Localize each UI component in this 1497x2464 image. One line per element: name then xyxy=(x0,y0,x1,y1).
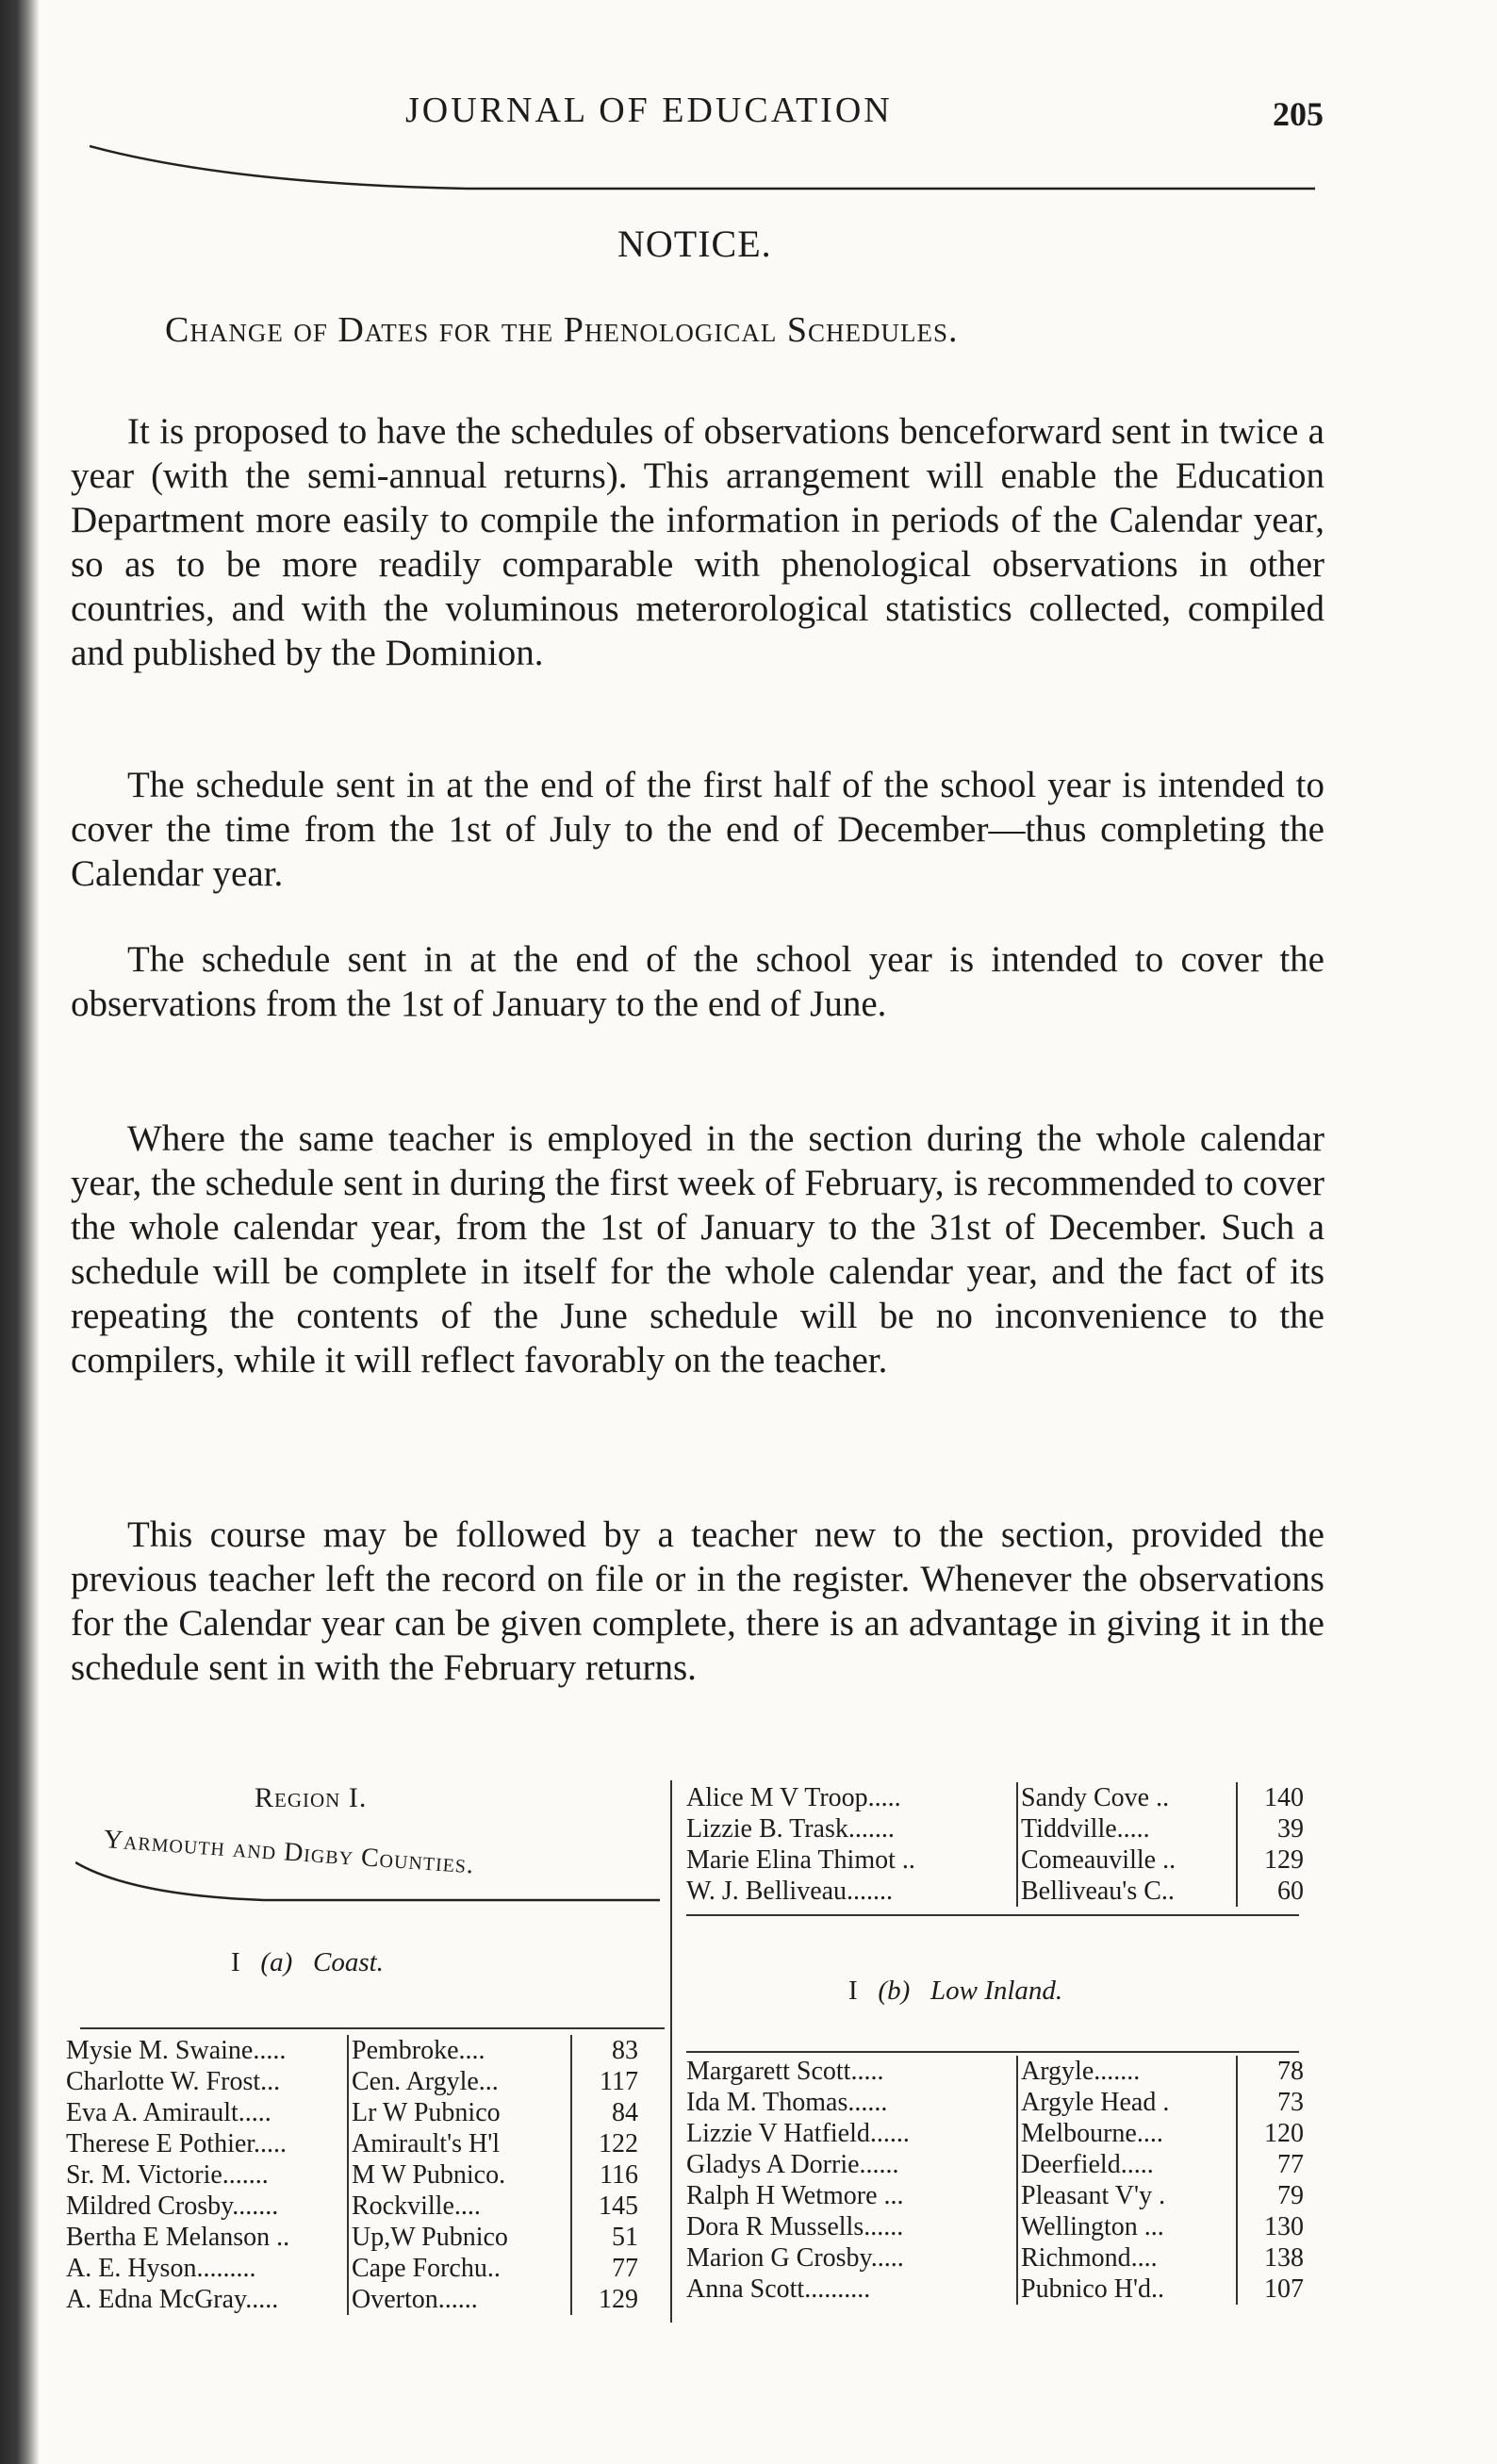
running-header: JOURNAL OF EDUCATION xyxy=(405,91,893,130)
table-row xyxy=(686,2274,1306,2305)
observation-count: 39 xyxy=(1237,1813,1306,1844)
school-place: Cape Forchu.. xyxy=(348,2253,571,2284)
teacher-name: Lizzie B. Trask....... xyxy=(686,1814,895,1844)
notice-subtitle: Change of Dates for the Phenological Schedules. xyxy=(165,310,959,350)
observation-count: 51 xyxy=(571,2222,640,2253)
teacher-name: Ralph H Wetmore ... xyxy=(686,2181,904,2210)
low-inland-label-type: Low Inland. xyxy=(930,1976,1063,2006)
coast-rule xyxy=(80,2027,665,2029)
teacher-name: Lizzie V Hatfield...... xyxy=(686,2119,910,2148)
paragraph-5: This course may be followed by a teacher new to the section, provided the previous teacher left the record on file or in the register. Whenever the observations for the Calendar year can be given complete, there is an advantage in giving it in the schedule sent in with the February returns. xyxy=(71,1514,1324,1688)
teacher-name: Ida M. Thomas...... xyxy=(686,2088,888,2117)
table-row xyxy=(686,2149,1306,2180)
teacher-name: A. Edna McGray..... xyxy=(66,2285,279,2314)
table-row xyxy=(66,2035,640,2066)
teacher-name: Eva A. Amirault..... xyxy=(66,2098,271,2127)
low-inland-rule xyxy=(686,2051,1299,2053)
table-row xyxy=(686,2056,1306,2087)
observation-count: 60 xyxy=(1237,1876,1306,1907)
low-inland-section-label xyxy=(848,1976,1062,2007)
paragraph-3: The schedule sent in at the end of the school year is intended to cover the observations from the 1st of January to the end of June. xyxy=(71,939,1324,1024)
school-place: Cen. Argyle... xyxy=(348,2066,571,2097)
observation-count: 79 xyxy=(1237,2180,1306,2211)
observation-count: 84 xyxy=(571,2097,640,2128)
school-place: Comeauville .. xyxy=(1017,1844,1237,1876)
school-place: Melbourne.... xyxy=(1017,2118,1237,2149)
coast-continued-table xyxy=(686,1782,1306,1907)
observation-count: 116 xyxy=(571,2159,640,2191)
column-divider xyxy=(670,1780,672,2323)
teacher-name: Gladys A Dorrie...... xyxy=(686,2150,899,2179)
observation-count: 77 xyxy=(571,2253,640,2284)
observation-count: 117 xyxy=(571,2066,640,2097)
table-row xyxy=(66,2284,640,2315)
school-place: Belliveau's C.. xyxy=(1017,1876,1237,1907)
school-place: Lr W Pubnico xyxy=(348,2097,571,2128)
teacher-name: Mysie M. Swaine..... xyxy=(66,2036,287,2065)
page-number: 205 xyxy=(1273,95,1324,133)
school-place: Sandy Cove .. xyxy=(1017,1782,1237,1813)
table-row xyxy=(686,1782,1306,1813)
paragraph-4: Where the same teacher is employed in the section during the whole calendar year, the schedule sent in during the first week of February, is recommended to cover the whole calendar year, from the 1st of January to the 31st of December. Such a schedule will be complete in itself for the whole calendar year, and the fact of its repeating the contents of the June schedule will be no inconvenience to the compilers, while it will reflect favorably on the teacher. xyxy=(71,1118,1324,1381)
region-title: Region I. xyxy=(255,1782,368,1813)
school-place: Deerfield..... xyxy=(1017,2149,1237,2180)
teacher-name: Anna Scott.......... xyxy=(686,2274,871,2304)
school-place: Tiddville..... xyxy=(1017,1813,1237,1844)
counties-title: Yarmouth and Digby Counties. xyxy=(102,1825,476,1880)
school-place: Richmond.... xyxy=(1017,2242,1237,2274)
school-place: Wellington ... xyxy=(1017,2211,1237,2242)
table-row xyxy=(66,2097,640,2128)
table-row xyxy=(686,1844,1306,1876)
teacher-name: Alice M V Troop..... xyxy=(686,1783,901,1812)
observation-count: 77 xyxy=(1237,2149,1306,2180)
teacher-name: Charlotte W. Frost... xyxy=(66,2067,281,2096)
table-row xyxy=(66,2159,640,2191)
observation-count: 129 xyxy=(571,2284,640,2315)
observation-count: 129 xyxy=(1237,1844,1306,1876)
counties-rule xyxy=(75,1853,660,1910)
paragraph-2: The schedule sent in at the end of the first half of the school year is intended to cover the time from the 1st of July to the end of December—thus completing the Calendar year. xyxy=(71,765,1324,894)
observation-count: 145 xyxy=(571,2191,640,2222)
observation-count: 78 xyxy=(1237,2056,1306,2087)
low-inland-label-sub: (b) xyxy=(878,1976,911,2006)
table-row xyxy=(66,2128,640,2159)
coast-label-type: Coast. xyxy=(313,1947,384,1977)
low-inland-label-num: I xyxy=(848,1976,858,2006)
paragraph-1: It is proposed to have the schedules of observations benceforward sent in twice a year (with the semi-annual returns). This arrangement will enable the Education Department more easily to compile the information in periods of the Calendar year, so as to be more readily comparable with phenological observations in other countries, and with the voluminous meterorological statistics collected, compiled and published by the Dominion. xyxy=(71,411,1324,673)
teacher-name: W. J. Belliveau....... xyxy=(686,1877,894,1906)
header-rule xyxy=(90,141,1315,198)
coast-label-sub: (a) xyxy=(260,1947,293,1977)
coast-section-label xyxy=(231,1947,384,1978)
coast-table xyxy=(66,2035,640,2315)
table-row xyxy=(66,2253,640,2284)
teacher-name: Margarett Scott..... xyxy=(686,2057,884,2086)
school-place: Pembroke.... xyxy=(348,2035,571,2066)
notice-title: NOTICE. xyxy=(617,223,772,265)
school-place: M W Pubnico. xyxy=(348,2159,571,2191)
coast-label-num: I xyxy=(231,1947,240,1977)
school-place: Pubnico H'd.. xyxy=(1017,2274,1237,2305)
table-row xyxy=(686,2242,1306,2274)
observation-count: 130 xyxy=(1237,2211,1306,2242)
teacher-name: Marion G Crosby..... xyxy=(686,2243,904,2273)
teacher-name: Mildred Crosby....... xyxy=(66,2191,279,2221)
school-place: Argyle Head . xyxy=(1017,2087,1237,2118)
teacher-name: Dora R Mussells...... xyxy=(686,2212,904,2241)
table-row xyxy=(686,1813,1306,1844)
table-row xyxy=(686,2211,1306,2242)
teacher-name: Sr. M. Victorie....... xyxy=(66,2160,269,2190)
school-place: Argyle....... xyxy=(1017,2056,1237,2087)
school-place: Overton...... xyxy=(348,2284,571,2315)
table-row xyxy=(686,2180,1306,2211)
book-spine-shadow xyxy=(0,0,40,2464)
school-place: Up,W Pubnico xyxy=(348,2222,571,2253)
low-inland-table xyxy=(686,2056,1306,2305)
teacher-name: Bertha E Melanson .. xyxy=(66,2223,290,2252)
teacher-name: Therese E Pothier..... xyxy=(66,2129,288,2158)
observation-count: 73 xyxy=(1237,2087,1306,2118)
teacher-name: A. E. Hyson......... xyxy=(66,2254,256,2283)
observation-count: 107 xyxy=(1237,2274,1306,2305)
teacher-name: Marie Elina Thimot .. xyxy=(686,1845,915,1875)
table-row xyxy=(66,2191,640,2222)
observation-count: 140 xyxy=(1237,1782,1306,1813)
observation-count: 83 xyxy=(571,2035,640,2066)
school-place: Amirault's H'l xyxy=(348,2128,571,2159)
observation-count: 122 xyxy=(571,2128,640,2159)
coast-continued-rule xyxy=(686,1914,1299,1916)
table-row xyxy=(686,2118,1306,2149)
table-row xyxy=(66,2222,640,2253)
school-place: Pleasant V'y . xyxy=(1017,2180,1237,2211)
school-place: Rockville.... xyxy=(348,2191,571,2222)
table-row xyxy=(686,2087,1306,2118)
observation-count: 120 xyxy=(1237,2118,1306,2149)
table-row xyxy=(66,2066,640,2097)
table-row xyxy=(686,1876,1306,1907)
observation-count: 138 xyxy=(1237,2242,1306,2274)
